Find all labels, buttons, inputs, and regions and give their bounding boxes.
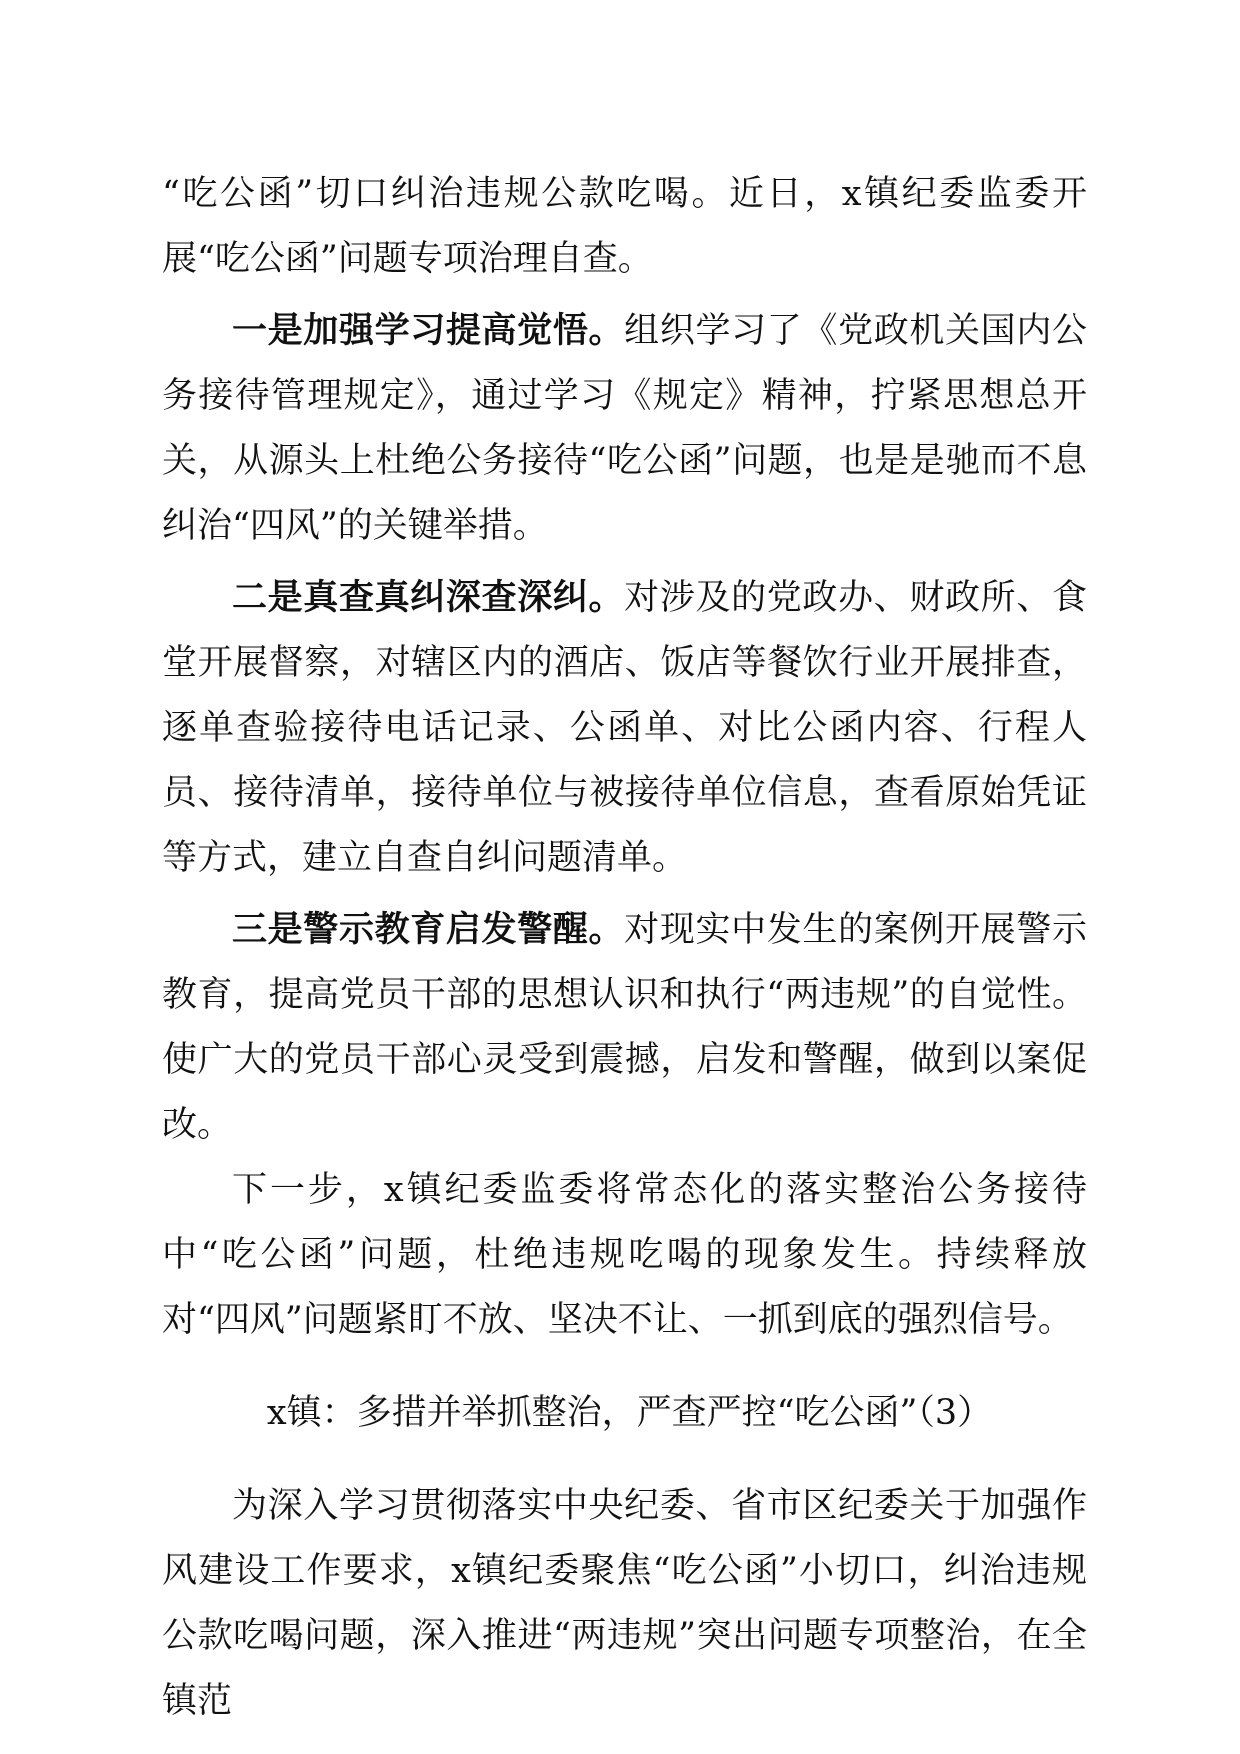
point-two-paragraph [162, 565, 1087, 891]
intro-paragraph: “吃公函”切口纠治违规公款吃喝。近日，x镇纪委监委开展“吃公函”问题专项治理自查。 [162, 174, 1087, 279]
point-three-paragraph [162, 897, 1087, 1158]
point-two-lead: 二是真查真纠深查深纠。 [232, 577, 625, 618]
point-one-text: 组织学习了《党政机关国内公务接待管理规定》，通过学习《规定》精神，拧紧思想总开关，从源头上杜绝公务接待“吃公函”问题，也是是驰而不息纠治“四风”的关键举措。 [162, 311, 1087, 546]
point-three-text: 对现实中发生的案例开展警示教育，提高党员干部的思想认识和执行“两违规”的自觉性。使广大的党员干部心灵受到震撼，启发和警醒，做到以案促改。 [162, 910, 1087, 1145]
next-step-paragraph: 下一步，x镇纪委监委将常态化的落实整治公务接待中“吃公函”问题，杜绝违规吃喝的现象发生。持续释放对“四风”问题紧盯不放、坚决不让、一抓到底的强烈信号。 [162, 1170, 1087, 1340]
point-three-lead: 三是警示教育启发警醒。 [232, 909, 625, 950]
document-page [162, 162, 1087, 1734]
point-one-paragraph [162, 298, 1087, 559]
point-one-lead: 一是加强学习提高觉悟。 [232, 310, 625, 351]
section-title: x镇：多措并举抓整治，严查严控“吃公函”（3） [266, 1393, 993, 1433]
section-body-paragraph: 为深入学习贯彻落实中央纪委、省市区纪委关于加强作风建设工作要求，x镇纪委聚焦“吃公函”小切口，纠治违规公款吃喝问题，深入推进“两违规”突出问题专项整治，在全镇范 [162, 1486, 1087, 1721]
point-two-text: 对涉及的党政办、财政所、食堂开展督察，对辖区内的酒店、饭店等餐饮行业开展排查，逐单查验接待电话记录、公函单、对比公函内容、行程人员、接待清单，接待单位与被接待单位信息，查看原始凭证等方式，建立自查自纠问题清单。 [162, 578, 1087, 878]
